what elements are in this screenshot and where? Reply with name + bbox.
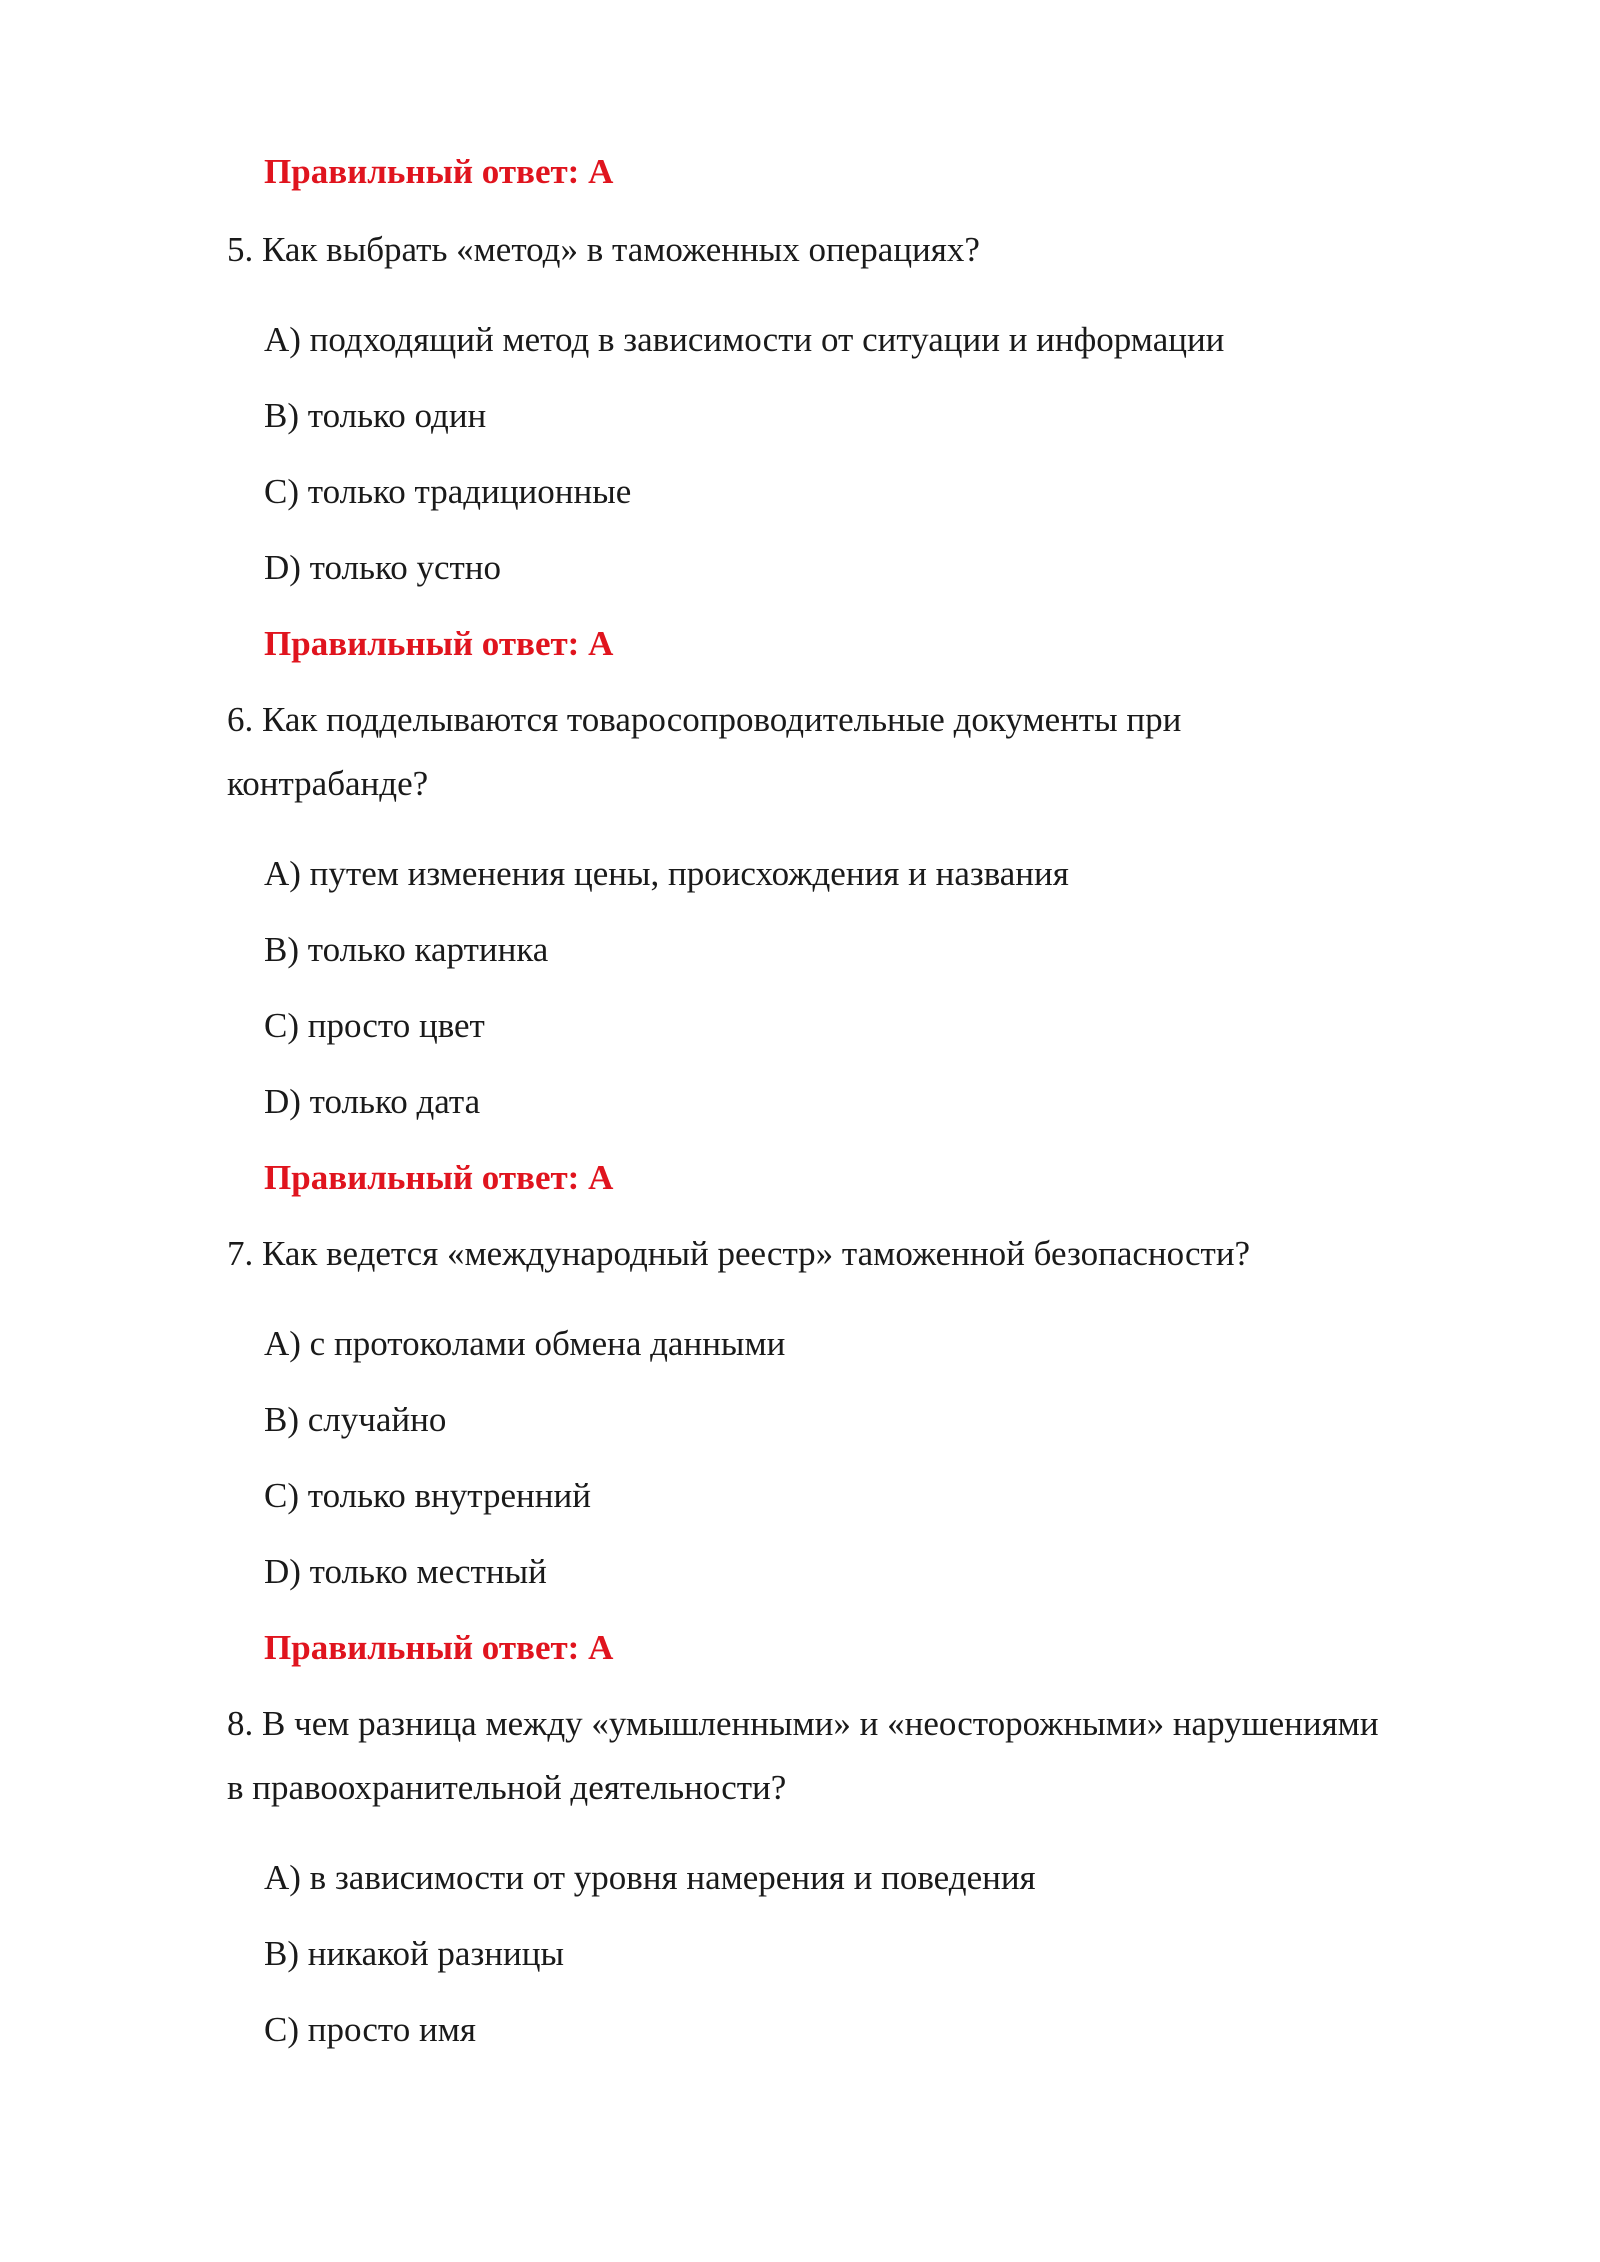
answer-option: C) только внутренний bbox=[264, 1476, 591, 1515]
question-text: 8. В чем разница между «умышленными» и «неосторожными» нарушениями bbox=[227, 1704, 1379, 1743]
answer-option: B) случайно bbox=[264, 1400, 447, 1439]
answer-option: A) подходящий метод в зависимости от ситуации и информации bbox=[264, 320, 1225, 359]
answer-option: D) только местный bbox=[264, 1552, 547, 1591]
answer-option: A) путем изменения цены, происхождения и названия bbox=[264, 854, 1069, 893]
question-text: контрабанде? bbox=[227, 764, 429, 803]
question-text: 6. Как подделываются товаросопроводительные документы при bbox=[227, 700, 1182, 739]
answer-option: B) только один bbox=[264, 396, 487, 435]
correct-answer: Правильный ответ: А bbox=[264, 1628, 614, 1667]
question-text: 5. Как выбрать «метод» в таможенных операциях? bbox=[227, 230, 980, 269]
answer-option: B) только картинка bbox=[264, 930, 549, 969]
answer-option: B) никакой разницы bbox=[264, 1934, 564, 1973]
question-text: 7. Как ведется «международный реестр» таможенной безопасности? bbox=[227, 1234, 1251, 1273]
answer-option: C) только традиционные bbox=[264, 472, 632, 511]
answer-option: C) просто имя bbox=[264, 2010, 476, 2049]
answer-option: C) просто цвет bbox=[264, 1006, 485, 1045]
correct-answer: Правильный ответ: А bbox=[264, 152, 614, 191]
answer-option: A) в зависимости от уровня намерения и поведения bbox=[264, 1858, 1036, 1897]
answer-option: D) только дата bbox=[264, 1082, 481, 1121]
correct-answer: Правильный ответ: А bbox=[264, 1158, 614, 1197]
correct-answer: Правильный ответ: А bbox=[264, 624, 614, 663]
answer-option: D) только устно bbox=[264, 548, 502, 587]
answer-option: A) с протоколами обмена данными bbox=[264, 1324, 786, 1363]
question-text: в правоохранительной деятельности? bbox=[227, 1768, 787, 1807]
